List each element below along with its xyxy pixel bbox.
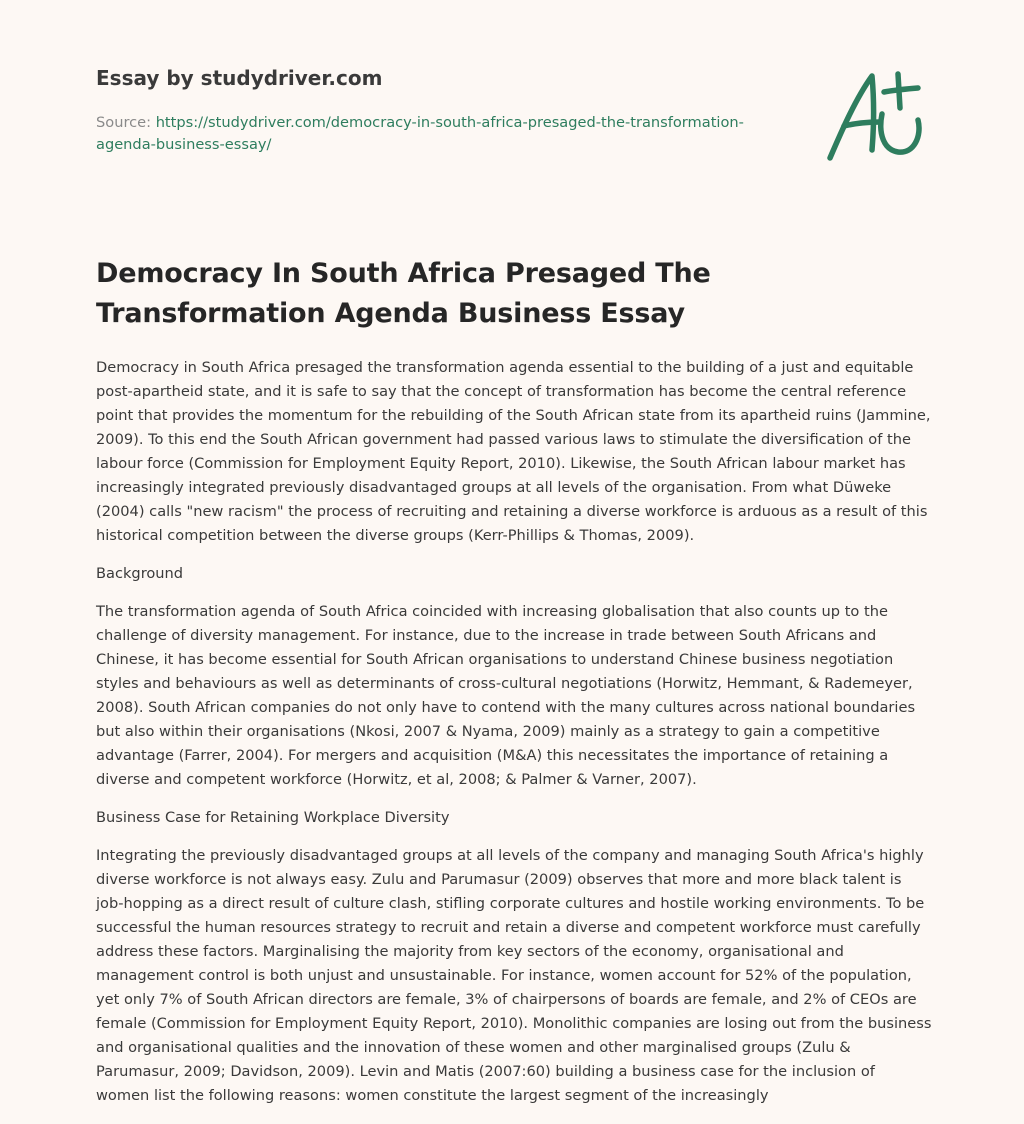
- essay-body: [96, 356, 932, 1122]
- source-link-line2: agenda-business-essay/: [96, 136, 272, 153]
- essay-title: Democracy In South Africa Presaged The Transformation Agenda Business Essay: [96, 258, 711, 329]
- site-title: Essay by studydriver.com: [96, 66, 383, 90]
- source-label: Source:: [96, 114, 156, 131]
- a-plus-logo-icon: [822, 68, 926, 164]
- paragraph-intro: Democracy in South Africa presaged the transformation agenda essential to the building of a just and equitable post-apartheid state, and it is safe to say that the concept of transformation has become the central reference point that provides the momentum for the rebuilding of the South African state from its apartheid ruins (Jammine, 2009). To this end the South African government had passed various laws to stimulate the diversification of the labour force (Commission for Employment Equity Report, 2010). Likewise, the South African labour market has increasingly integrated previously disadvantaged groups at all levels of the organisation. From what Düweke (2004) calls "new racism" the process of recruiting and retaining a diverse workforce is arduous as a result of this historical competition between the diverse groups (Kerr-Phillips & Thomas, 2009).: [96, 359, 931, 544]
- source-link[interactable]: [96, 114, 744, 153]
- source-link-line1: https://studydriver.com/democracy-in-south-africa-presaged-the-transformation-: [155, 114, 744, 131]
- section-heading-business-case: Business Case for Retaining Workplace Diversity: [96, 809, 450, 826]
- paragraph-background: The transformation agenda of South Africa coincided with increasing globalisation that also counts up to the challenge of diversity management. For instance, due to the increase in trade between South Africans and Chinese, it has become essential for South African organisations to understand Chinese business negotiation styles and behaviours as well as determinants of cross-cultural negotiations (Horwitz, Hemmant, & Rademeyer, 2008). South African companies do not only have to contend with the many cultures across national boundaries but also within their organisations (Nkosi, 2007 & Nyama, 2009) mainly as a strategy to gain a competitive advantage (Farrer, 2004). For mergers and acquisition (M&A) this necessitates the importance of retaining a diverse and competent workforce (Horwitz, et al, 2008; & Palmer & Varner, 2007).: [96, 603, 916, 788]
- section-heading-background: Background: [96, 565, 184, 582]
- source-line: [96, 112, 796, 156]
- paragraph-business-case: Integrating the previously disadvantaged groups at all levels of the company and managing South Africa's highly diverse workforce is not always easy. Zulu and Parumasur (2009) observes that more and more black talent is job-hopping as a direct result of culture clash, stifling corporate cultures and hostile working environments. To be successful the human resources strategy to recruit and retain a diverse and competent workforce must carefully address these factors. Marginalising the majority from key sectors of the economy, organisational and management control is both unjust and unsustainable. For instance, women account for 52% of the population, yet only 7% of South African directors are female, 3% of chairpersons of boards are female, and 2% of CEOs are female (Commission for Employment Equity Report, 2010). Monolithic companies are losing out from the business and organisational qualities and the innovation of these women and other marginalised groups (Zulu & Parumasur, 2009; Davidson, 2009). Levin and Matis (2007:60) building a business case for the inclusion of women list the following reasons: women constitute the largest segment of the increasingly: [96, 847, 932, 1104]
